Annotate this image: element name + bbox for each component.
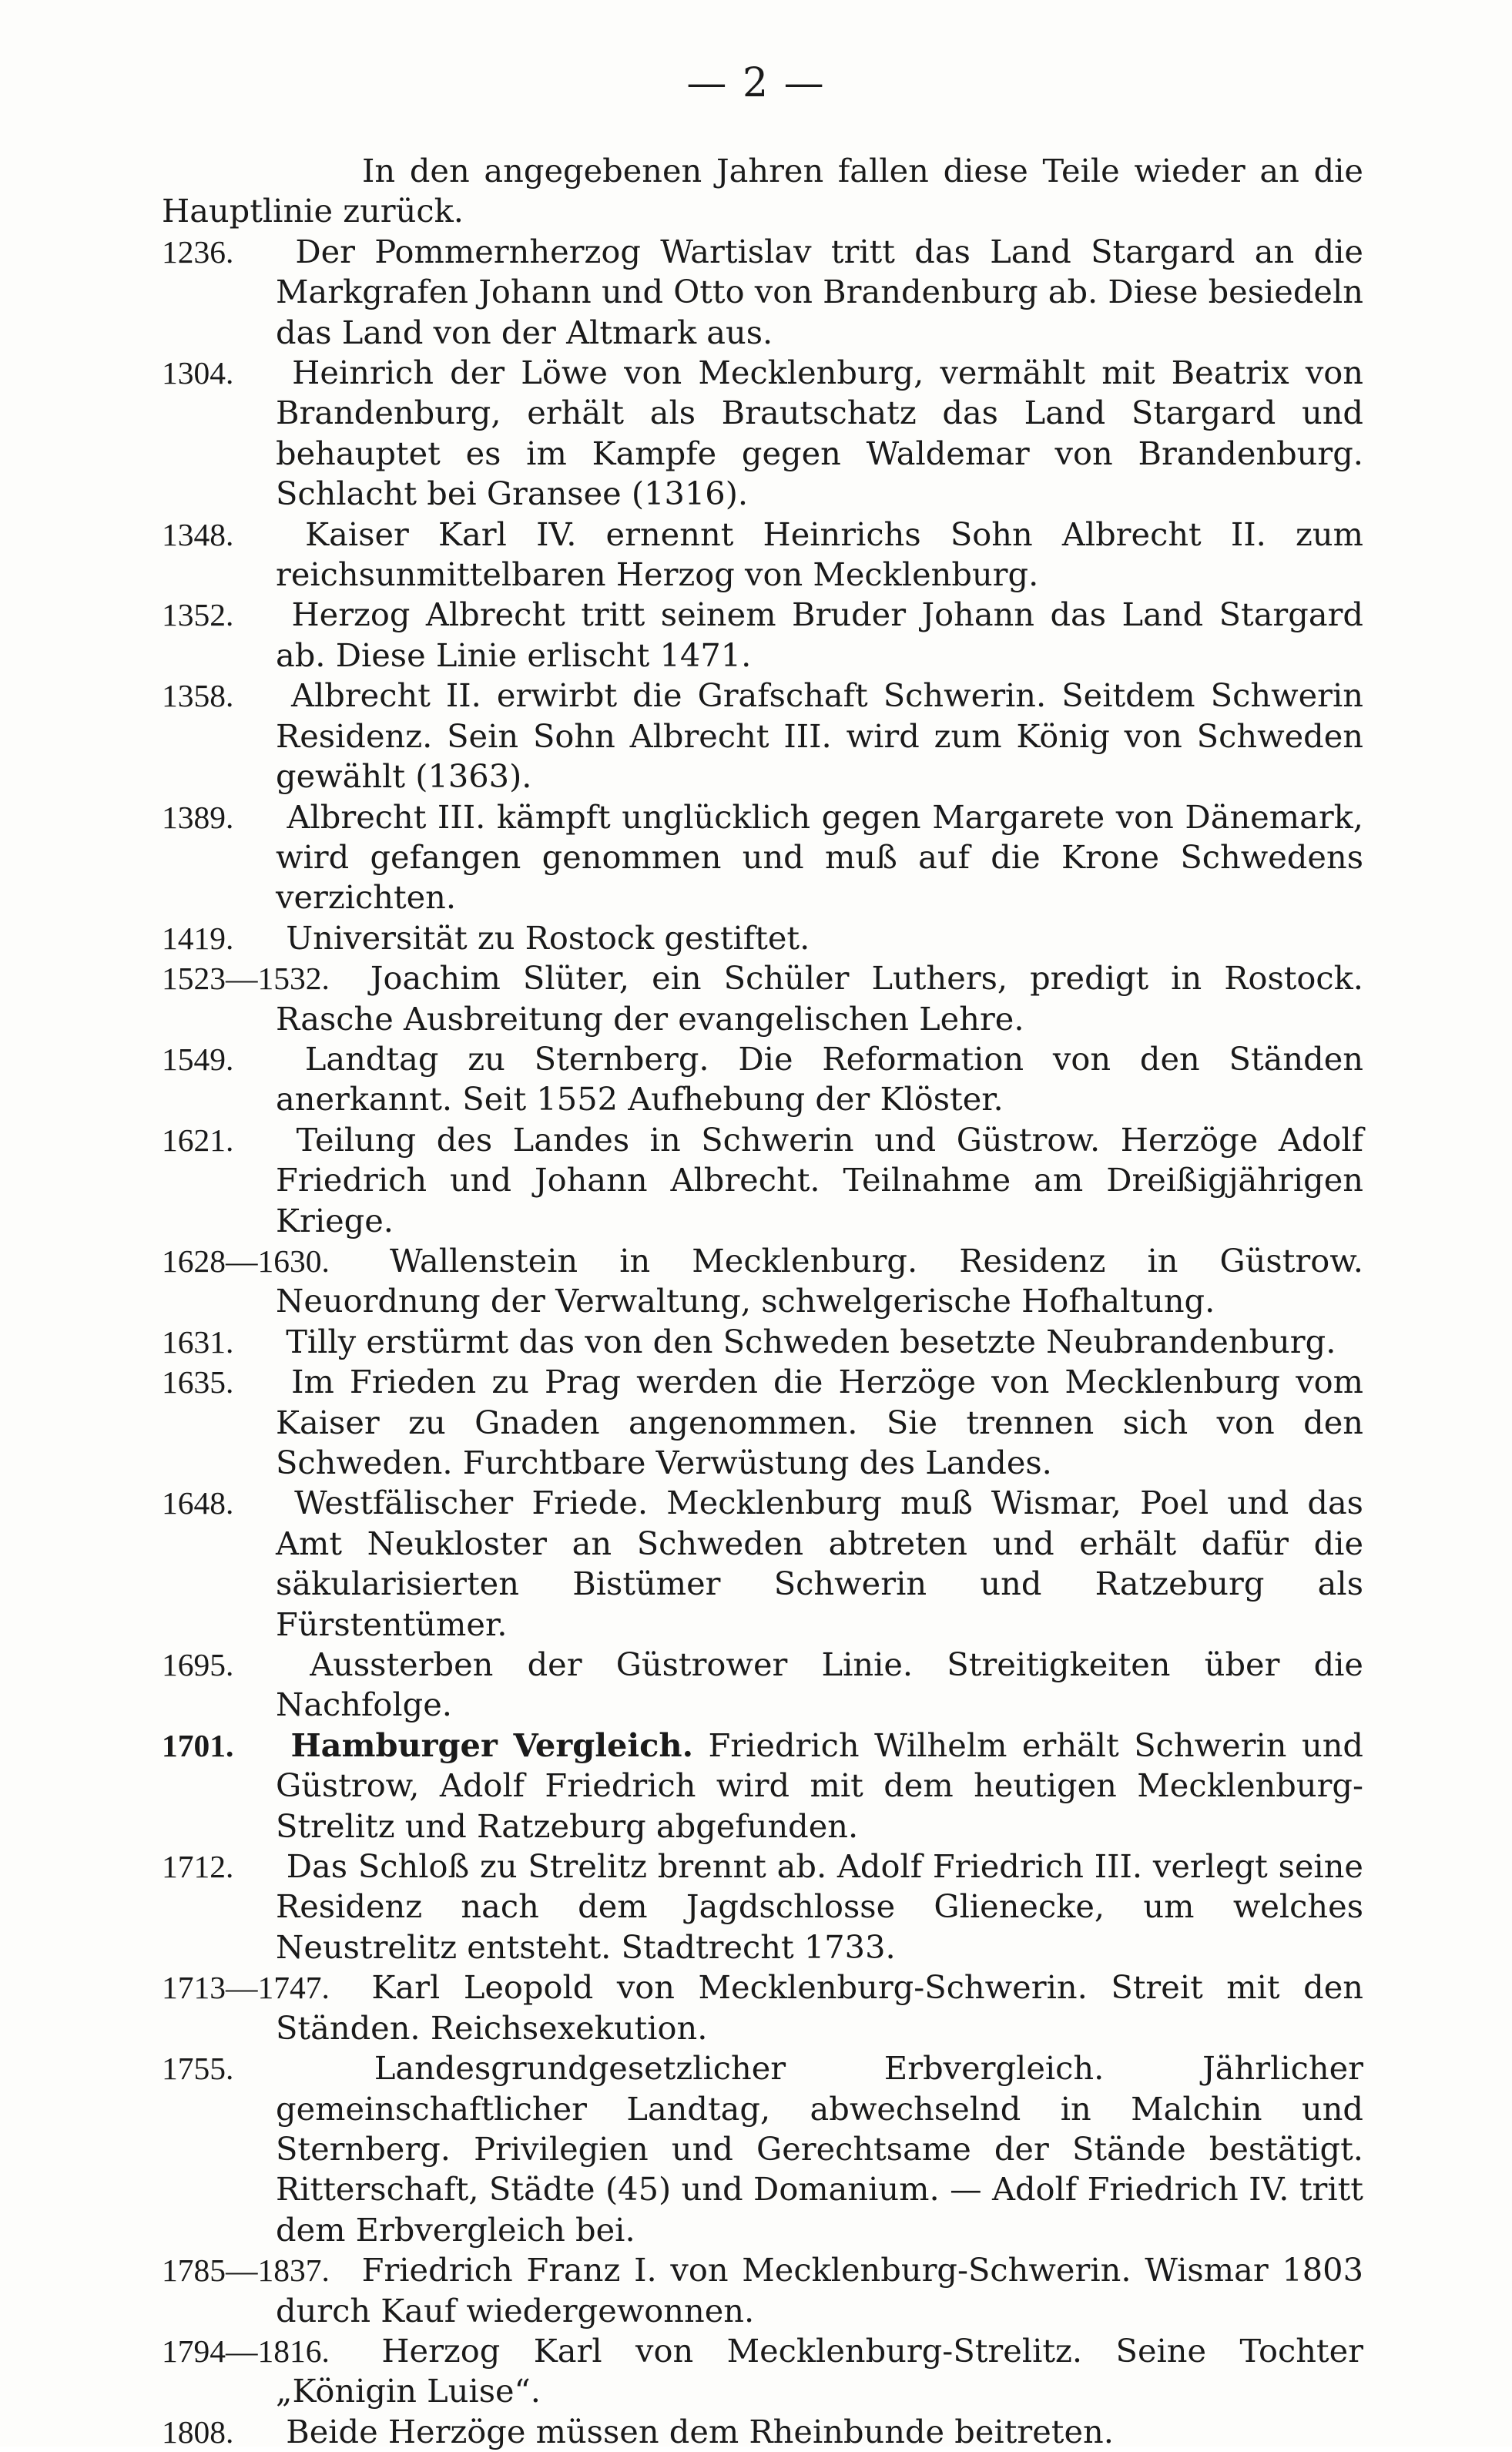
chronology-entry-1358 (162, 676, 1363, 797)
chronology-entry-1352 (162, 595, 1363, 676)
entry-year: 1304. (162, 355, 234, 391)
entry-text: Landtag zu Sternberg. Die Reformation von den Ständen anerkannt. Seit 1552 Aufhebung der Klöster. (276, 1039, 1363, 1119)
entry-text: Universität zu Rostock gestiftet. (286, 918, 810, 957)
chronology-entry-1794-1816 (162, 2331, 1363, 2412)
entry-text: Albrecht III. kämpft unglücklich gegen Margarete von Dänemark, wird gefangen genommen und muß auf die Krone Schwedens verzichten. (276, 797, 1364, 917)
entry-text: Albrecht II. erwirbt die Grafschaft Schwerin. Seitdem Schwerin Residenz. Sein Sohn Albrecht III. wird zum König von Schweden gewählt (1363). (276, 676, 1363, 796)
entry-year: 1549. (162, 1041, 234, 1077)
entry-year: 1794—1816. (162, 2333, 330, 2369)
entry-text: Wallenstein in Mecklenburg. Residenz in Güstrow. Neuordnung der Verwaltung, schwelgerische Hofhaltung. (276, 1241, 1363, 1320)
entry-year: 1755. (162, 2051, 234, 2087)
entry-year: 1808. (162, 2413, 234, 2450)
chronology-entry-1236 (162, 232, 1363, 353)
chronology-entry-1635 (162, 1362, 1363, 1483)
entry-year: 1695. (162, 1647, 234, 1683)
entry-year: 1523—1532. (162, 961, 330, 997)
entry-year: 1631. (162, 1323, 234, 1360)
entry-year: 1712. (162, 1849, 234, 1885)
entry-year: 1352. (162, 597, 234, 633)
entry-year: 1419. (162, 920, 234, 956)
entry-text: Teilung des Landes in Schwerin und Güstrow. Herzöge Adolf Friedrich und Johann Albrecht. Teilnahme am Dreißigjährigen Kriege. (276, 1120, 1363, 1239)
chronology-entry-1631 (162, 1322, 1363, 1362)
entry-year: 1713—1747. (162, 1970, 330, 2006)
chronology-entry-1785-1837 (162, 2250, 1363, 2331)
intro-paragraph: In den angegebenen Jahren fallen diese Teile wieder an die Hauptlinie zurück. (162, 152, 1363, 230)
entry-year: 1701. (162, 1727, 234, 1763)
entry-year: 1236. (162, 233, 234, 270)
entry-text: Friedrich Wilhelm erhält Schwerin und Güstrow, Adolf Friedrich wird mit dem heutigen Mecklenburg-Strelitz und Ratzeburg abgefunden. (276, 1726, 1363, 1845)
chronology-entry-1419 (162, 918, 1363, 958)
entry-heading: Hamburger Vergleich. (290, 1726, 694, 1764)
page-number: — 2 — (686, 60, 826, 106)
entry-text: Karl Leopold von Mecklenburg-Schwerin. Streit mit den Ständen. Reichsexekution. (276, 1968, 1363, 2047)
entry-text: Aussterben der Güstrower Linie. Streitigkeiten über die Nachfolge. (276, 1645, 1363, 1724)
entry-text: Herzog Karl von Mecklenburg-Strelitz. Seine Tochter „Königin Luise“. (276, 2331, 1363, 2410)
entry-year: 1389. (162, 799, 234, 835)
entry-year: 1628—1630. (162, 1243, 330, 1279)
entry-text: Beide Herzöge müssen dem Rheinbunde beitreten. (286, 2412, 1114, 2450)
entry-text: Das Schloß zu Strelitz brennt ab. Adolf Friedrich III. verlegt seine Residenz nach dem Jagdschlosse Glienecke, um welches Neustrelitz entsteht. Stadtrecht 1733. (276, 1847, 1363, 1966)
entry-year: 1348. (162, 516, 234, 552)
entry-year: 1648. (162, 1485, 234, 1521)
chronology-entry-1808 (162, 2412, 1363, 2452)
chronology-entry-1348 (162, 515, 1363, 595)
entry-year: 1358. (162, 678, 234, 714)
chronology-entry-1701 (162, 1726, 1363, 1847)
entry-text: Tilly erstürmt das von den Schweden besetzte Neubrandenburg. (286, 1322, 1336, 1360)
entry-text: Kaiser Karl IV. ernennt Heinrichs Sohn Albrecht II. zum reichsunmittelbaren Herzog von Mecklenburg. (276, 515, 1363, 594)
entry-text: Landesgrundgesetzlicher Erbvergleich. Jährlicher gemeinschaftlicher Landtag, abwechselnd in Malchin und Sternberg. Privilegien und Gerechtsame der Stände bestätigt. Ritterschaft, Städte (45) und Domanium. — Adolf Friedrich IV. tritt dem Erbvergleich bei. (276, 2049, 1363, 2249)
chronology-entry-1304 (162, 353, 1363, 515)
entry-text: Westfälischer Friede. Mecklenburg muß Wismar, Poel und das Amt Neukloster an Schweden abtreten und erhält dafür die säkularisierten Bistümer Schwerin und Ratzeburg als Fürstentümer. (276, 1484, 1363, 1643)
entry-year: 1635. (162, 1364, 234, 1400)
chronology-text (162, 151, 1363, 2452)
chronology-entry-1523-1532 (162, 958, 1363, 1039)
entry-text: Der Pommernherzog Wartislav tritt das Land Stargard an die Markgrafen Johann und Otto von Brandenburg ab. Diese besiedeln das Land von der Altmark aus. (276, 232, 1363, 351)
entry-year: 1621. (162, 1122, 234, 1158)
chronology-entry-1621 (162, 1120, 1363, 1241)
chronology-entry-1712 (162, 1847, 1363, 1967)
entry-text: Heinrich der Löwe von Mecklenburg, vermählt mit Beatrix von Brandenburg, erhält als Brautschatz das Land Stargard und behauptet es im Kampfe gegen Waldemar von Brandenburg. Schlacht bei Gransee (1316). (276, 354, 1363, 513)
entry-text: Joachim Slüter, ein Schüler Luthers, predigt in Rostock. Rasche Ausbreitung der evangelischen Lehre. (276, 959, 1363, 1038)
chronology-entry-1648 (162, 1483, 1363, 1645)
entry-text: Herzog Albrecht tritt seinem Bruder Johann das Land Stargard ab. Diese Linie erlischt 1471. (276, 595, 1363, 674)
chronology-entry-1755 (162, 2048, 1363, 2250)
chronology-entry-1713-1747 (162, 1967, 1363, 2048)
entry-text: Friedrich Franz I. von Mecklenburg-Schwerin. Wismar 1803 durch Kauf wiedergewonnen. (276, 2251, 1363, 2330)
entry-year: 1785—1837. (162, 2252, 330, 2289)
chronology-entry-1389 (162, 797, 1363, 918)
entry-text: Im Frieden zu Prag werden die Herzöge von Mecklenburg vom Kaiser zu Gnaden angenommen. Sie trennen sich von den Schweden. Furchtbare Verwüstung des Landes. (276, 1363, 1363, 1481)
chronology-entry-1549 (162, 1039, 1363, 1120)
chronology-entry-1628-1630 (162, 1241, 1363, 1322)
chronology-entry-1695 (162, 1645, 1363, 1726)
